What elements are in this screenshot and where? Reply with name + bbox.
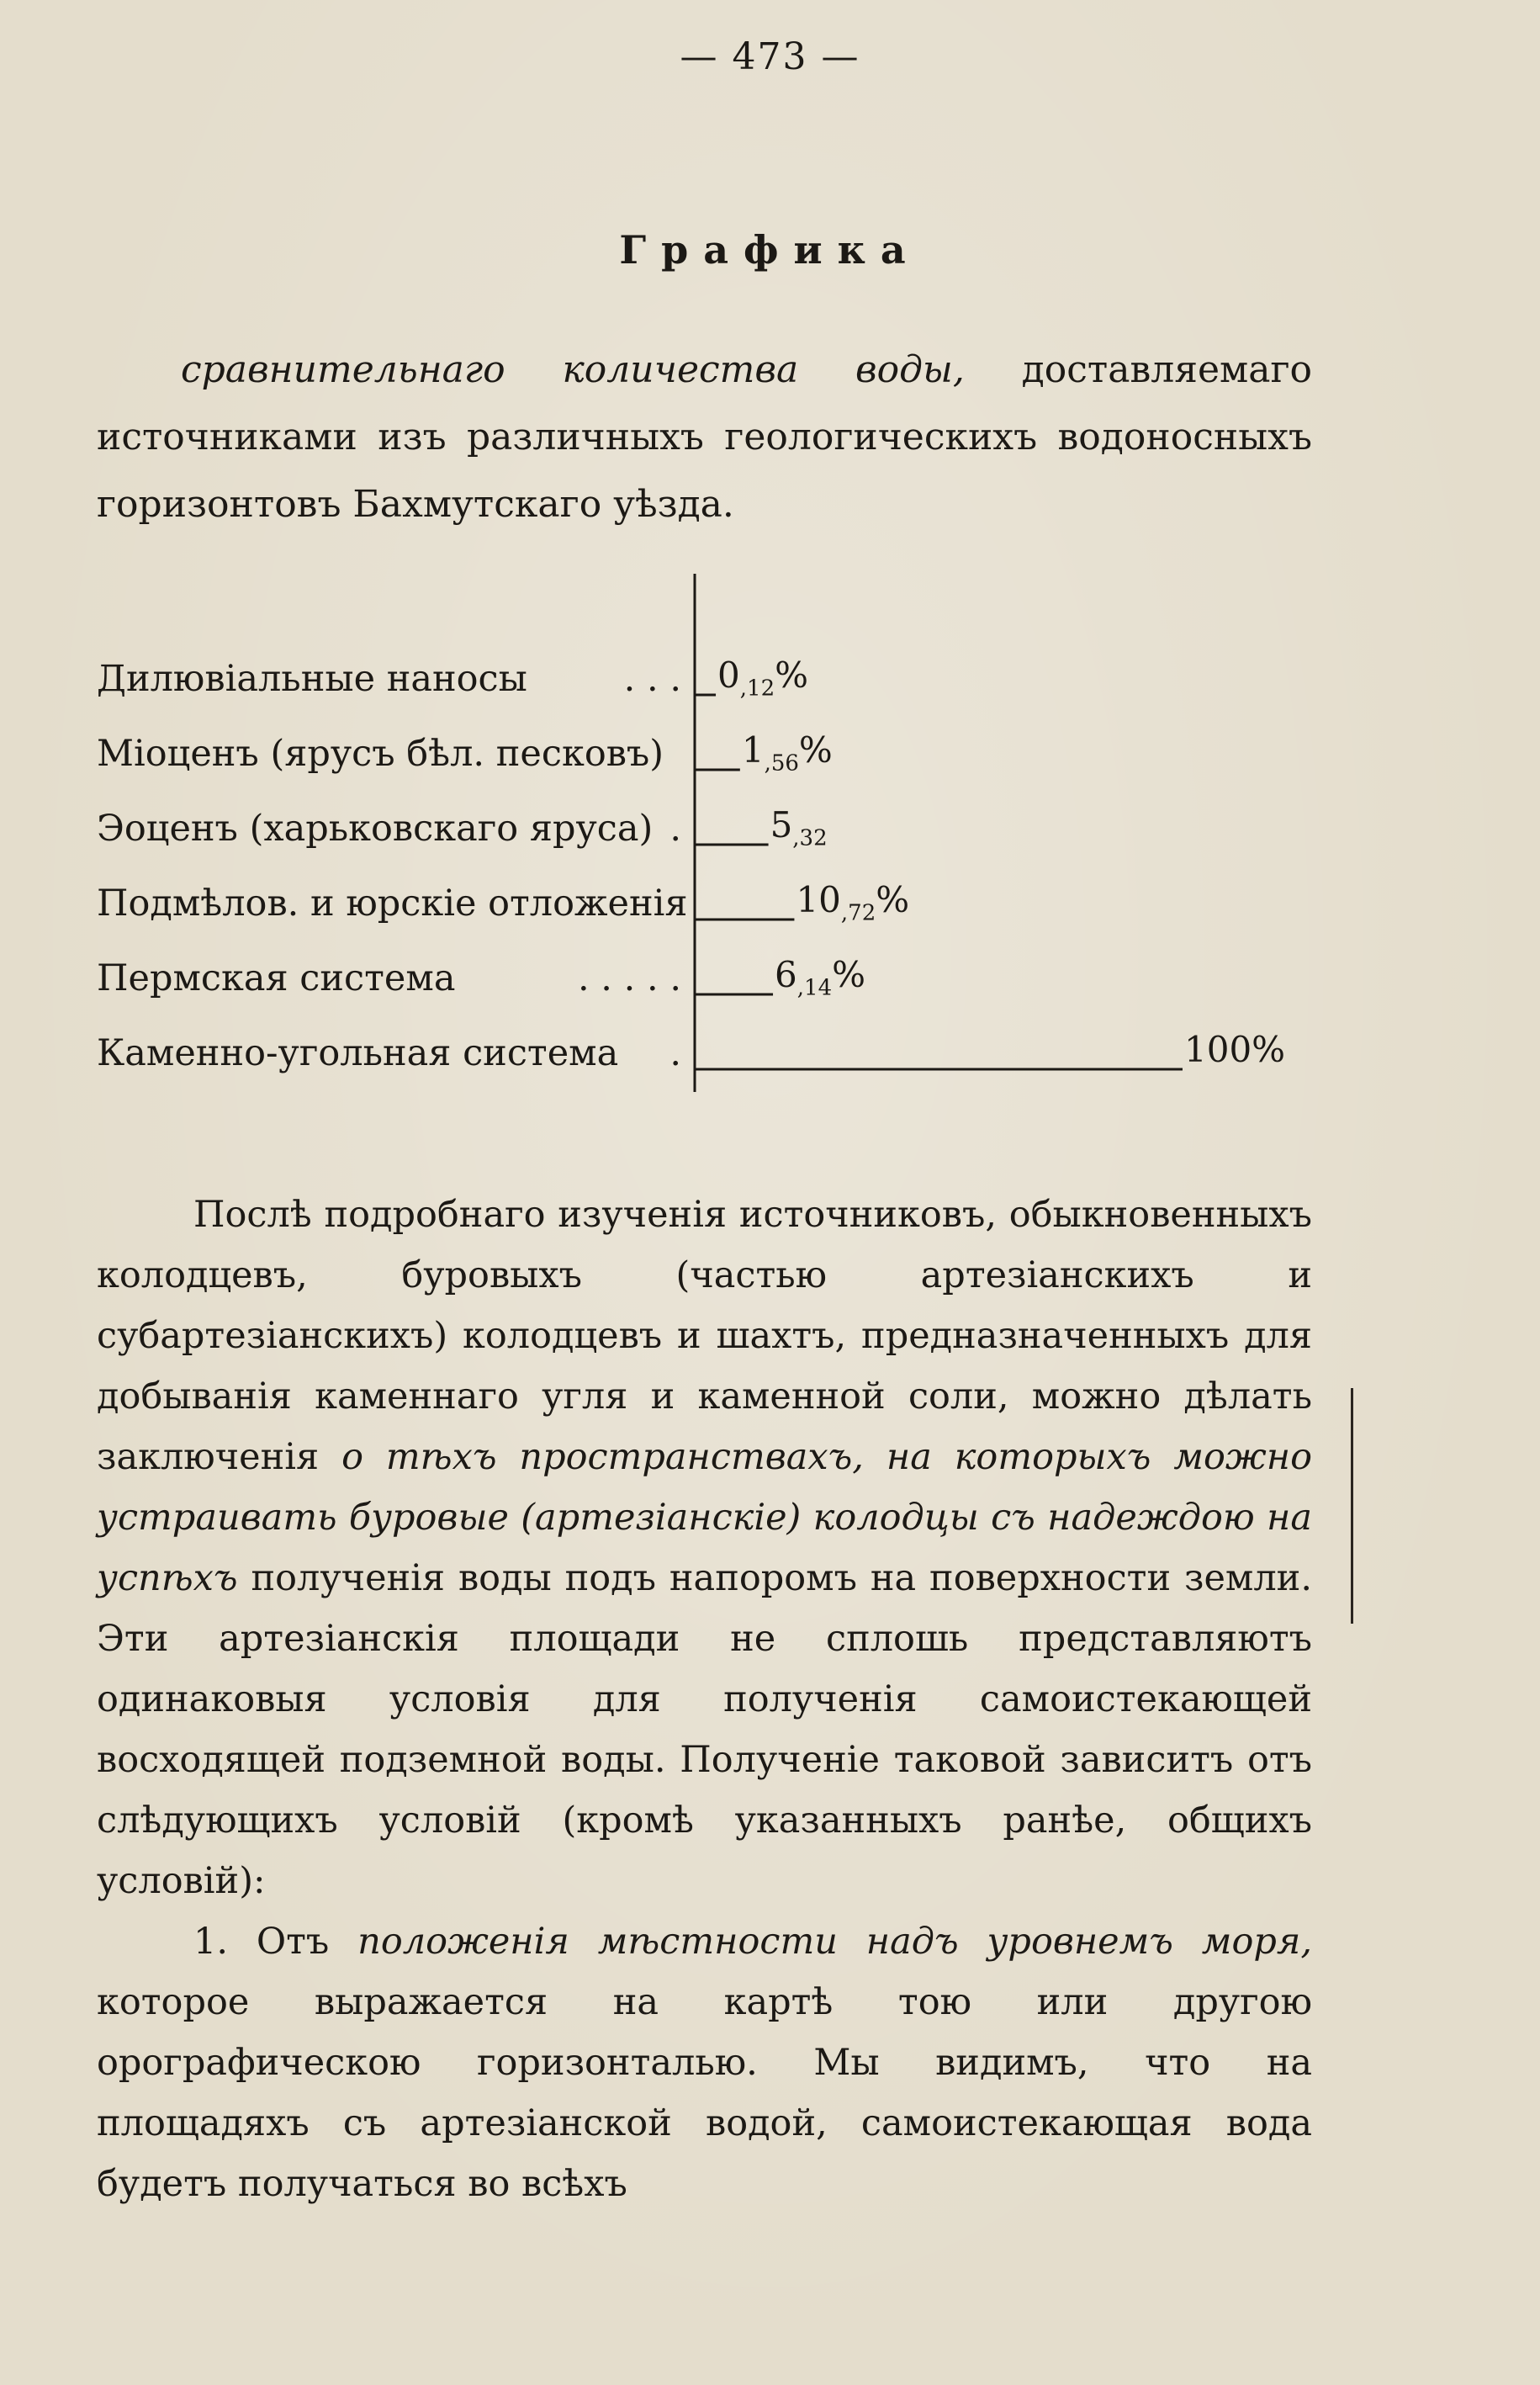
- chart-value-main: 100: [1184, 1029, 1252, 1070]
- chart-value-unit: %: [876, 879, 910, 920]
- chart-leader-dots: . . . . .: [577, 957, 681, 999]
- chart-value-unit: %: [798, 729, 833, 771]
- subtitle-rest: доставляемаго источниками изъ различныхъ геологическихъ водоносныхъ горизонтовъ Бахмутскаго уѣзда.: [97, 348, 1312, 526]
- chart-value-unit: %: [832, 954, 866, 995]
- paragraph-1-end: полученія воды подъ напоромъ на поверхности земли. Эти артезіанскія площади не сплошь представляютъ одинаковыя условія для полученія самоистекающей восходящей подземной воды. Полученіе таковой зависитъ отъ слѣдующихъ условій (кромѣ указанныхъ ранѣе, общихъ условій):: [97, 1557, 1312, 1902]
- chart-value-main: 0: [717, 655, 740, 696]
- chart-value-label: [796, 879, 909, 925]
- chart-value-main: 6: [775, 954, 797, 995]
- chart-value-fraction: ,12: [739, 676, 775, 702]
- chart-category-label: Эоценъ (харьковскаго яруса): [97, 808, 654, 850]
- chart-value-label: [1184, 1029, 1285, 1070]
- chart-value-fraction: ,14: [796, 975, 833, 1001]
- chart-category-label: Подмѣлов. и юрскіе отложенія: [97, 882, 688, 925]
- chart-value-fraction: ,56: [764, 750, 799, 776]
- chart-value-main: 5: [770, 804, 793, 845]
- chart-leader-dots: .: [669, 1032, 681, 1074]
- subtitle-italic: сравнительнаго количества воды,: [181, 348, 965, 391]
- chart-category-label: Пермская система: [97, 957, 456, 999]
- chart-category-label: Каменно-угольная система: [97, 1032, 619, 1074]
- margin-mark: [1351, 1388, 1353, 1624]
- bar-chart: [0, 0, 1540, 1110]
- paragraph-1-start: Послѣ подробнаго изученія источниковъ, обыкновенныхъ колодцевъ, буровыхъ (частью артезіанскихъ и субартезіанскихъ) колодцевъ и шахтъ, предназначенныхъ для добыванія каменнаго угля и каменной соли, можно дѣлать заключенія: [97, 1194, 1312, 1478]
- chart-category-label: Дилювіальные наносы: [97, 658, 527, 700]
- chart-leader-dots: . . .: [623, 658, 681, 700]
- chart-leader-dots: .: [669, 808, 681, 850]
- chart-value-main: 1: [741, 729, 765, 771]
- paragraph-2: [97, 1911, 1312, 2214]
- chart-value-fraction: ,72: [840, 900, 876, 926]
- body-text: [97, 1185, 1312, 2214]
- paragraph-1: [97, 1185, 1312, 1911]
- chart-value-unit: %: [775, 655, 809, 696]
- chart-value-label: [775, 954, 865, 1000]
- paragraph-2-end: которое выражается на картѣ тою или другою орографическою горизонталью. Мы видимъ, что на площадяхъ съ артезіанской водой, самоистекающая вода будетъ получаться во всѣхъ: [97, 1981, 1312, 2205]
- chart-title: Графика: [619, 227, 921, 273]
- chart-value-fraction: ,32: [792, 825, 828, 851]
- chart-value-main: 10: [796, 879, 841, 920]
- chart-category-label: Міоценъ (ярусъ бѣл. песковъ): [97, 733, 664, 775]
- chart-value-unit: %: [1252, 1029, 1286, 1070]
- chart-value-label: [742, 729, 833, 776]
- chart-value-label: [717, 655, 808, 701]
- page-number: — 473 —: [680, 35, 860, 78]
- paragraph-2-start: 1. Отъ: [193, 1921, 358, 1963]
- paragraph-1-italic: о тѣхъ пространствахъ, на которыхъ можно устраивать буровые (артезіанскіе) колодцы съ надеждою на успѣхъ: [97, 1436, 1312, 1599]
- chart-value-label: [770, 804, 828, 851]
- paragraph-2-italic: положенія мѣстности надъ уровнемъ моря,: [357, 1921, 1312, 1963]
